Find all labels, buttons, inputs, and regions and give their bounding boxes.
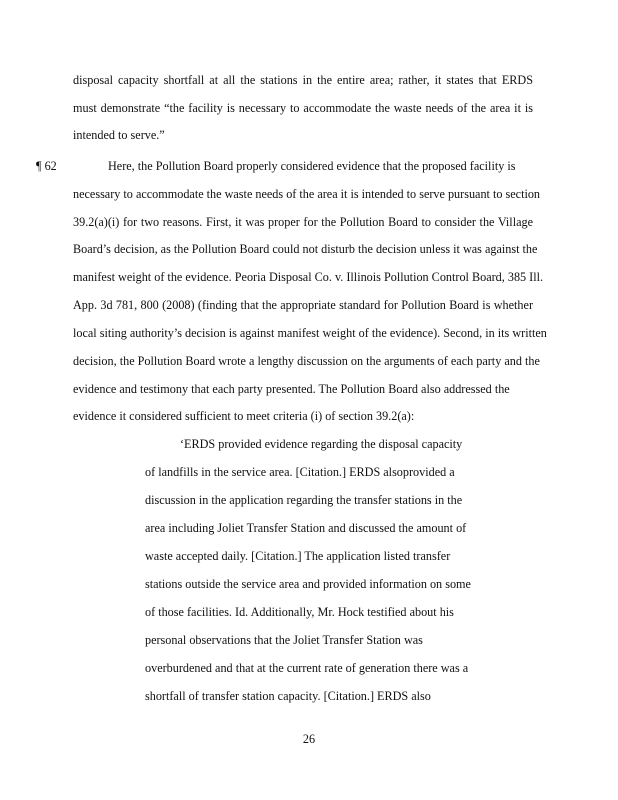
text-line: 39.2(a)(i) for two reasons. First, it was proper for the Pollution Board to consider the Village [73,215,533,229]
text-line: Here, the Pollution Board properly considered evidence that the proposed facility is [108,159,516,173]
quote-line: waste accepted daily. [Citation.] The application listed transfer [145,549,451,563]
quote-line: shortfall of transfer station capacity. [Citation.] ERDS also [145,689,431,703]
quote-line: overburdened and that at the current rate of generation there was a [145,661,469,675]
page-number: 26 [302,732,316,746]
paragraph-number: ¶ 62 [36,159,57,173]
quote-line: personal observations that the Joliet Transfer Station was [145,633,423,647]
quote-line: of landfills in the service area. [Citation.] ERDS alsoprovided a [145,465,455,479]
text-line: necessary to accommodate the waste needs of the area it is intended to serve pursuant to section [73,187,541,201]
quote-line: discussion in the application regarding the transfer stations in the [145,493,463,507]
text-line: App. 3d 781, 800 (2008) (finding that the appropriate standard for Pollution Board is whether [73,298,533,312]
text-line: local siting authority’s decision is against manifest weight of the evidence). Second, in its written [73,326,547,340]
text-line: evidence and testimony that each party presented. The Pollution Board also addressed the [73,382,510,396]
text-line: evidence it considered sufficient to meet criteria (i) of section 39.2(a): [73,409,415,423]
quote-line: of those facilities. Id. Additionally, Mr. Hock testified about his [145,605,454,619]
quote-line: ‘ERDS provided evidence regarding the disposal capacity [180,437,463,451]
text-line: decision, the Pollution Board wrote a lengthy discussion on the arguments of each party and the [73,354,540,368]
text-line: must demonstrate “the facility is necessary to accommodate the waste needs of the area it is [73,101,533,115]
quote-line: stations outside the service area and provided information on some [145,577,471,591]
quote-line: area including Joliet Transfer Station and discussed the amount of [145,521,467,535]
text-line: Board’s decision, as the Pollution Board could not disturb the decision unless it was against the [73,242,538,256]
text-line: intended to serve.” [73,128,165,142]
text-line: disposal capacity shortfall at all the stations in the entire area; rather, it states that ERDS [73,73,533,87]
text-line: manifest weight of the evidence. Peoria Disposal Co. v. Illinois Pollution Control Board, 385 Ill. [73,270,544,284]
